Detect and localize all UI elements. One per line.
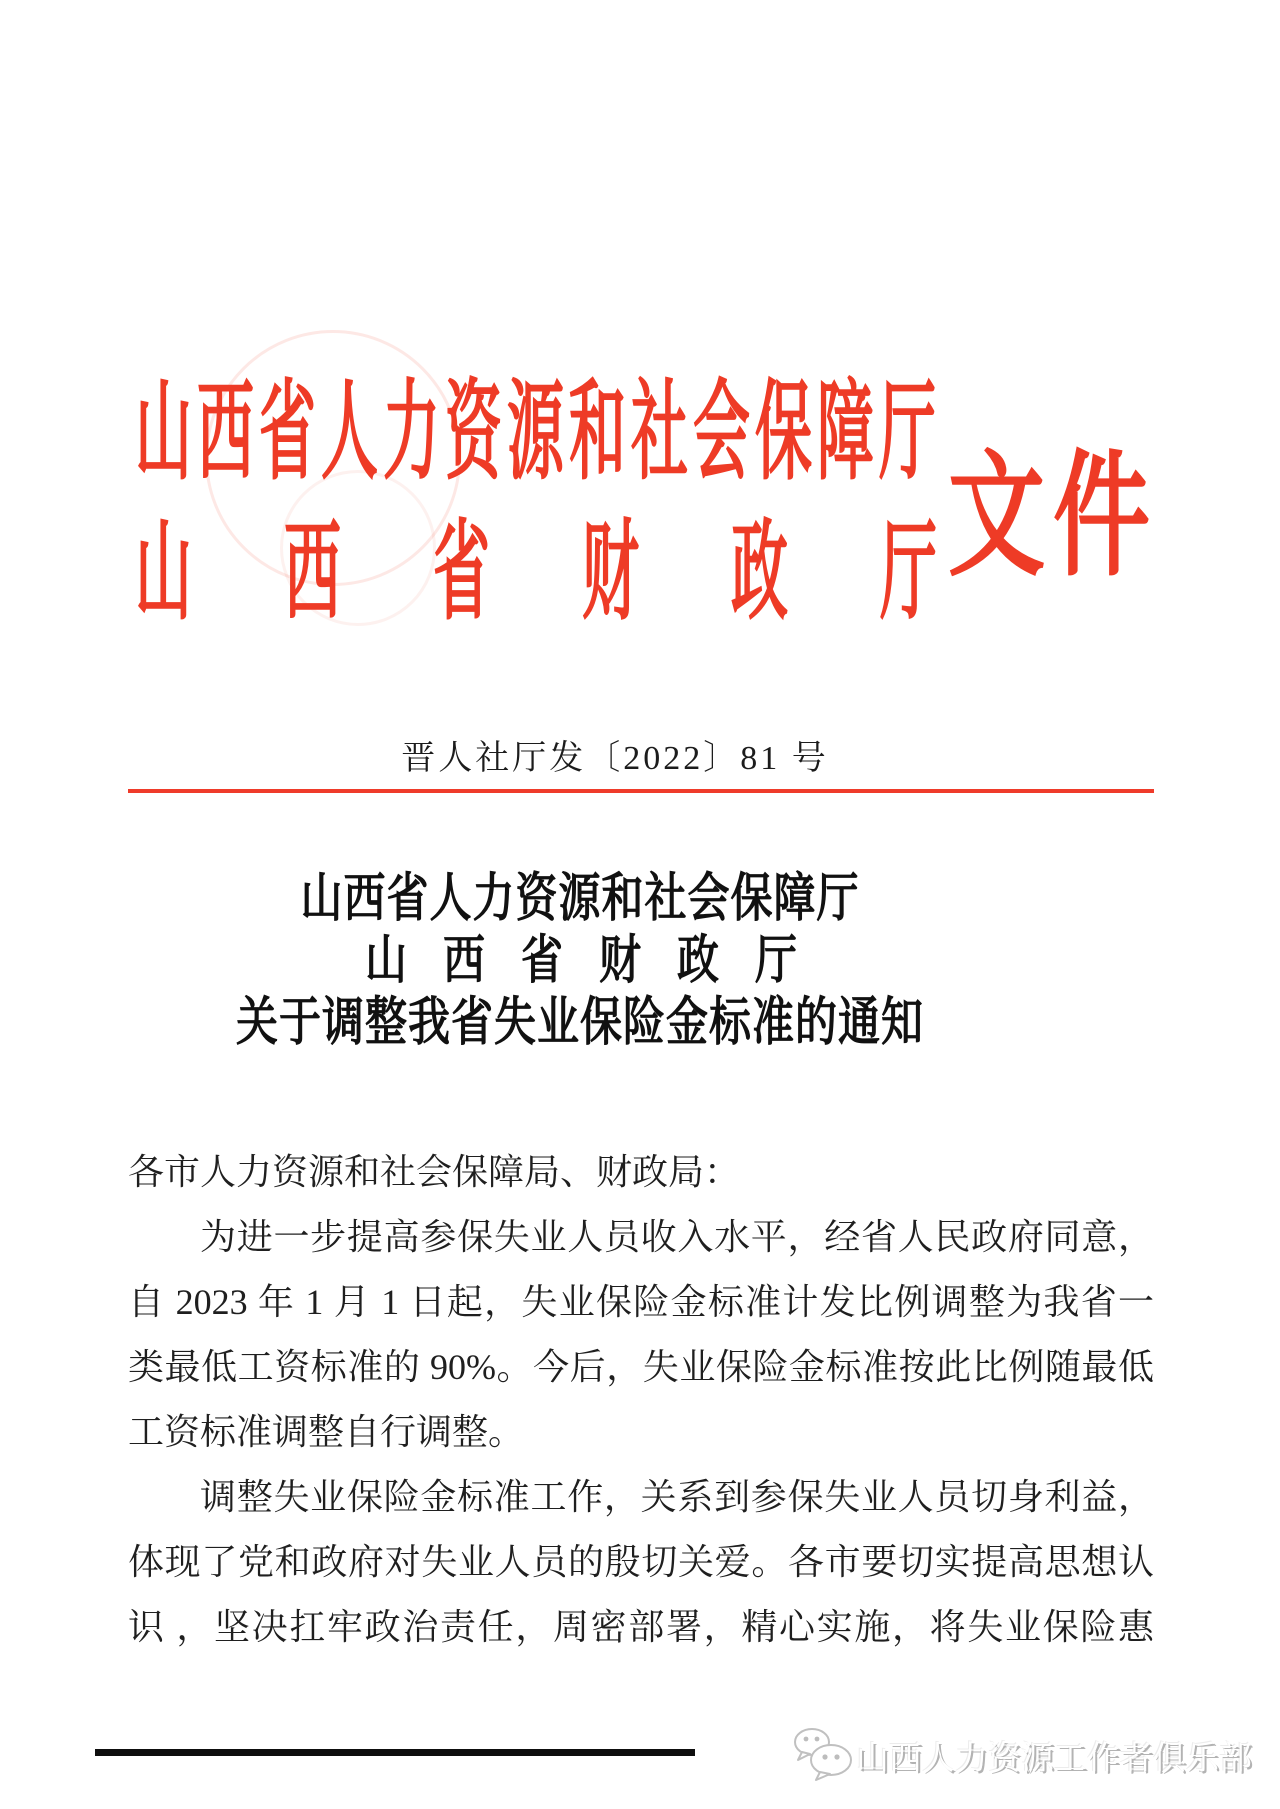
- title-line3: 关于调整我省失业保险金标准的通知: [235, 994, 924, 1052]
- body-line-salutation: 各市人力资源和社会保障局、财政局：: [128, 1152, 741, 1192]
- letterhead-doc-type-label: 文件: [948, 442, 1158, 593]
- title-line1: 山西省人力资源和社会保障厅: [300, 870, 860, 928]
- watermark-text: 山西人力资源工作者俱乐部: [856, 1739, 1252, 1776]
- document-number: 晋人社厅发〔2022〕81 号: [401, 740, 829, 777]
- wechat-icon: [790, 1726, 856, 1789]
- body-line: 自 2023 年 1 月 1 日起，失业保险金标准计发比例调整为我省一: [128, 1282, 1154, 1322]
- document-title: [0, 868, 1160, 1054]
- footer-divider-line: [95, 1749, 695, 1756]
- body-line: 类最低工资标准的 90%。今后，失业保险金标准按此比例随最低: [128, 1347, 1154, 1387]
- red-separator-rule: [128, 789, 1154, 793]
- body-line: 为进一步提高参保失业人员收入水平，经省人民政府同意，: [200, 1217, 1154, 1257]
- document-body: [128, 1140, 1154, 1660]
- body-line: 体现了党和政府对失业人员的殷切关爱。各市要切实提高思想认: [128, 1542, 1154, 1582]
- body-line: 工资标准调整自行调整。: [128, 1412, 525, 1452]
- body-line: 调整失业保险金标准工作，关系到参保失业人员切身利益，: [200, 1477, 1154, 1517]
- letterhead-org-line1: 山西省人力资源和社会保障厅: [135, 374, 941, 494]
- body-line: 识 ，坚决扛牢政治责任，周密部署，精心实施，将失业保险惠: [128, 1607, 1154, 1647]
- title-line2: 山西省财政厅: [365, 932, 834, 990]
- letterhead-org-line2: 山西省财政厅: [135, 514, 1029, 634]
